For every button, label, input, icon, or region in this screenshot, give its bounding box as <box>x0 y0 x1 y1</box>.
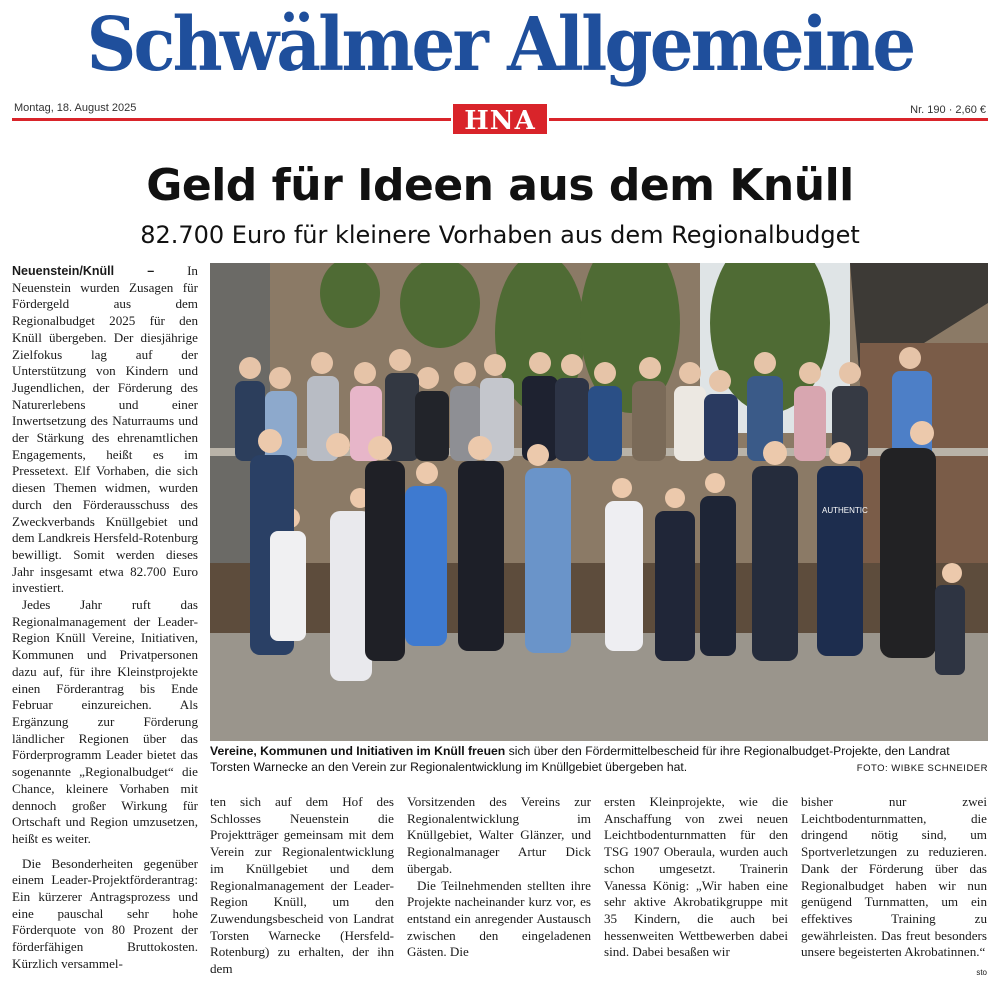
group-photo-illustration <box>210 263 988 741</box>
paragraph-8: bisher nur zwei Leichtbodenturnmatten, die dringend nötig sind, um Sportverletzungen zu reduzieren. Dank der Förderung über das Regionalbudget haben wir nun genügend Turnmatten, um ein effektives Training zu gewährleisten. Das freut besonders unsere begeisterten Akrobatinnen.“ <box>801 794 987 960</box>
hna-logo: HNA <box>451 102 549 136</box>
caption-text: sich über den Fördermittelbescheid für ihre Regionalbudget-Projekte, den Landrat Torsten Warnecke an den Verein zur Regionalentwicklung im Knüllgebiet übergeben hat. <box>210 744 950 774</box>
group-photo <box>210 263 988 741</box>
caption-lead: Vereine, Kommunen und Initiativen im Knüll freuen <box>210 744 506 758</box>
author-signature: sto <box>976 968 987 978</box>
article-headline: Geld für Ideen aus dem Knüll <box>146 160 854 211</box>
article-column-5 <box>801 794 987 982</box>
paragraph-5: Vorsitzenden des Vereins zur Regionalentwicklung im Knüllgebiet, Walter Glänzer, und Regionalmanager Artur Dick übergab. <box>407 794 591 876</box>
photo-caption <box>210 743 988 777</box>
issue-date: Montag, 18. August 2025 <box>14 102 137 114</box>
masthead <box>0 0 1000 136</box>
article-column-1 <box>12 263 198 973</box>
paragraph-6: Die Teilnehmenden stellten ihre Projekte nacheinander kurz vor, es entstand ein anregender Austausch zwischen den eingeladenen Gästen. Die <box>407 877 591 960</box>
paragraph-4: ten sich auf dem Hof des Schlosses Neuenstein die Projektträger gemeinsam mit dem Verein zur Regionalentwicklung im Knüllgebiet und dem Regionalmanagement der Leader-Region Knüll, um den Zuwendungsbescheid von Landrat Torsten Warnecke (Hersfeld-Rotenburg) zu erhalten, der ihn dem <box>210 794 394 977</box>
paragraph-7: ersten Kleinprojekte, wie die Anschaffung von zwei neuen Leichtbodenturnmatten für den TSG 1907 Oberaula, wurden auch schon umgesetzt. Trainerin Vanessa König: „Wir haben eine sehr aktive Akrobatikgruppe mit 35 Kindern, die auch bei hessenweiten Wettbewerben dabei sind. Dabei besaßen wir <box>604 794 788 960</box>
paragraph-2: Jedes Jahr ruft das Regionalmanagement der Leader-Region Knüll Vereine, Initiativen, Kommunen und Privatpersonen dazu auf, für ihre Kleinstprojekte einen Förderantrag bis Ende Februar einzureichen. Als Ergänzung zur Förderung ländlicher Regionen über das Förderprogramm Leader bietet das sogenannte „Regionalbudget“ die Chance, kleinere Vorhaben mit dennoch großer Wirkung für Ortschaft und Region umzusetzen, heißt es weiter. <box>12 597 198 846</box>
photo-shirt-print: AUTHENTIC <box>822 506 868 515</box>
paragraph-3: Die Besonderheiten gegenüber einem Leader-Projektförderantrag: Ein kürzerer Antragsprozess und eine pauschal sehr hohe Förderquote von 80 Prozent der förderfähigen Bruttokosten. Kürzlich versammel- <box>12 855 198 971</box>
dateline: Neuenstein/Knüll – <box>12 264 155 278</box>
issue-number-price: Nr. 190 · 2,60 € <box>910 104 986 116</box>
article-subheadline: 82.700 Euro für kleinere Vorhaben aus dem Regionalbudget <box>140 221 860 249</box>
newspaper-title: Schwälmer Allgemeine <box>86 2 914 88</box>
photo-credit: FOTO: WIBKE SCHNEIDER <box>856 763 988 774</box>
article-column-2 <box>210 794 394 978</box>
paragraph-1: In Neuenstein wurden Zusagen für Fördergeld aus dem Regionalbudget 2025 für den Knüll übergeben. Der diesjährige Zielfokus lag auf der Unterstützung von Kindern und Jugendlichen, der Förderung des Naturerlebens und einer Inwertsetzung des Naturraums und der Stärkung des ehrenamtlichen Engagements, heißt es im Pressetext. Elf Vorhaben, die sich diesen Themen widmen, wurden durch den Förderausschuss des Zweckverbands Knüllgebiet und dem Landkreis Hersfeld-Rotenburg bewilligt. Somit werden dieses Jahr insgesamt etwa 82.700 Euro investiert. <box>12 263 198 596</box>
photo-cobblestones <box>210 633 988 741</box>
article-column-4 <box>604 794 788 961</box>
article-column-3 <box>407 794 591 961</box>
